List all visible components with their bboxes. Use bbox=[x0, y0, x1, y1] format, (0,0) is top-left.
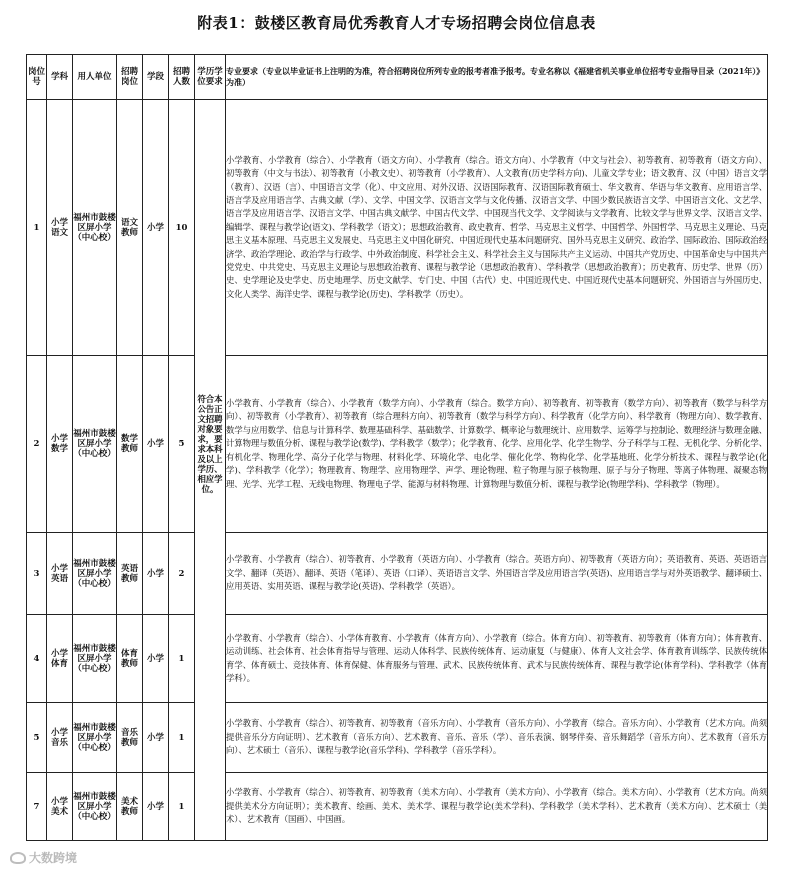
major-cell: 小学教育、小学教育（综合）、小学体育教育、小学教育（体育方向）、小学教育（综合。体育方向）、初等教育、初等教育（体育方向）；体育教育、运动训练、社会体育、社会体育指导与管理、运动人体科学、民族传统体育、运动康复（与健康）、体育人文社会学、体育教育训练学、民族传统体育学、体育硕士、竞技体育、体育保健、体育服务与管理、武术、民族传统体育、武术与民族传统体育、课程与教学论(体育学科)、学科教学（体育学科）。 bbox=[226, 615, 768, 703]
education-cell-top bbox=[195, 100, 226, 356]
major-cell: 小学教育、小学教育（综合）、初等教育、初等教育（美术方向）、小学教育（美术方向）、小学教育（综合。美术方向）、小学教育（艺术方向。尚须提供美术分方向证明）；美术教育、绘画、美术、美术学、课程与教学论(美术学科)、学科教学（美术学科）、艺术教育（美术方向）、艺术硕士（美术）、艺术教育（国画）、中国画。 bbox=[226, 773, 768, 841]
subject-cell: 小学语文 bbox=[47, 100, 73, 356]
job-cell: 英语教师 bbox=[117, 533, 143, 615]
header-education: 学历学位要求 bbox=[195, 55, 226, 100]
employer-cell: 福州市鼓楼区屏小学（中心校） bbox=[73, 533, 117, 615]
job-cell: 数学教师 bbox=[117, 356, 143, 533]
header-stage: 学段 bbox=[143, 55, 169, 100]
count-cell: 10 bbox=[169, 100, 195, 356]
table-row bbox=[27, 356, 768, 533]
watermark bbox=[10, 849, 77, 866]
major-cell: 小学教育、小学教育（综合）、初等教育、初等教育（音乐方向）、小学教育（音乐方向）、小学教育（综合。音乐方向）、小学教育（艺术方向。尚须提供音乐分方向证明）、艺术教育（音乐方向）、艺术教育、音乐、音乐（学）、音乐表演、钢琴伴奏、音乐舞蹈学（音乐方向）、艺术教育（音乐方向）、艺术硕士（音乐）、课程与教学论(音乐学科)、学科教学（音乐学科）。 bbox=[226, 703, 768, 773]
stage-cell: 小学 bbox=[143, 615, 169, 703]
watermark-text: 大数跨境 bbox=[29, 851, 78, 865]
count-cell: 1 bbox=[169, 615, 195, 703]
job-info-table bbox=[26, 54, 768, 841]
employer-cell: 福州市鼓楼区屏小学（中心校） bbox=[73, 773, 117, 841]
major-cell: 小学教育、小学教育（综合）、小学教育（语文方向）、小学教育（综合。语文方向）、小学教育（中文与社会）、初等教育、初等教育（语文方向）、初等教育（中文与书法）、初等教育（小教文史）、初等教育（小学教育）、人文教育(历史学科方向)、儿童文学专业；语文教育、汉（中国）语言文学（教育）、汉语（言）、中国语言文学（化）、中文应用、对外汉语、汉语国际教育、汉语国际教育硕士、华文教育、华语与华文教育、应用语言学、语言学及应用语言学、古典文献（学）、文学、中国文学、汉语言文学与文化传播、汉语言文学、中国少数民族语言文学、中国语言文化、文艺学、语言学及应用语言学、汉语言文学、中国古典文献学、中国古代文学、中国现当代文学、文学阅读与文学教育、比较文学与世界文学、汉语言文学、编辑学、课程与教学论(语文)、学科教学（语文）；思想政治教育、政史教育、哲学、马克思主义哲学、中国哲学、外国哲学、马克思主义理论、马克思主义基本原理、马克思主义发展史、马克思主义中国化研究、中国近现代史基本问题研究、国外马克思主义研究、政治学、国际政治、国际政治经济学、政治学理论、政治学与行政学、中外政治制度、科学社会主义、科学社会主义与国际共产主义运动、中国共产党历史、中国革命史与中国共产党党史、中共党史、马克思主义理论与思想政治教育、课程与教学论（思想政治教育）、学科教学（思想政治教育）；历史教育、历史学、世界（历）史、史学理论及史学史、历史地理学、历史文献学、专门史、中国（古代）史、中国近现代史、中国近现代史基本问题研究、外国语言与外国历史、文化人类学、海洋史学、课程与教学论(历史)、学科教学（历史）。 bbox=[226, 100, 768, 356]
position-code: 5 bbox=[27, 703, 47, 773]
education-cell-mid bbox=[195, 615, 226, 703]
subject-cell: 小学美术 bbox=[47, 773, 73, 841]
job-cell: 语文教师 bbox=[117, 100, 143, 356]
subject-cell: 小学体育 bbox=[47, 615, 73, 703]
education-cell-bottom bbox=[195, 773, 226, 841]
major-cell: 小学教育、小学教育（综合）、初等教育、小学教育（英语方向）、小学教育（综合。英语方向）、初等教育（英语方向）；英语教育、英语、英语语言文学、翻译（英语）、翻译、英语（笔译）、英语（口译）、英语语言文学、外国语言学及应用语言学(英语)、应用语言学与对外英语教学、翻译硕士、应用英语、实用英语、课程与教学论(英语)、学科教学（英语）。 bbox=[226, 533, 768, 615]
major-cell: 小学教育、小学教育（综合）、小学教育（数学方向）、小学教育（综合。数学方向）、初等教育、初等教育（数学方向）、初等教育（数学与科学方向）、初等教育（小学教育）、初等教育（综合理科方向）、初等教育（数学与科学方向）、科学教育（化学方向）、科学教育（物理方向）、数学教育、数学与应用数学、信息与计算科学、数理基础科学、基础数学、计算数学、概率论与数理统计、应用数学、运筹学与控制论、数理经济与数理金融、计算物理与数值分析、课程与教学论(数学)、学科教学（数学）；化学教育、化学、应用化学、化学生物学、分子科学与工程、无机化学、分析化学、有机化学、物理化学、高分子化学与物理、材料化学、环境化学、电化学、催化化学、物构化学、化学基地班、化学分析技术、课程与教学论(化学)、学科教学（化学）；物理教育、物理学、应用物理学、声学、理论物理、粒子物理与原子核物理、原子与分子物理、等离子体物理、凝聚态物理、光学、光学工程、无线电物理、物理电子学、能源与材料物理、计算物理与数值分析、课程与教学论(物理学科)、学科教学（物理）。 bbox=[226, 356, 768, 533]
job-cell: 美术教师 bbox=[117, 773, 143, 841]
header-row bbox=[27, 55, 768, 100]
count-cell: 2 bbox=[169, 533, 195, 615]
education-cell-mid bbox=[195, 533, 226, 615]
education-requirement-cell: 符合本公告正文招聘对象要求，要求本科及以上学历、相应学位。 bbox=[195, 356, 226, 533]
table-row bbox=[27, 773, 768, 841]
table-row bbox=[27, 703, 768, 773]
table-row bbox=[27, 533, 768, 615]
stage-cell: 小学 bbox=[143, 773, 169, 841]
header-subject: 学科 bbox=[47, 55, 73, 100]
position-code: 1 bbox=[27, 100, 47, 356]
stage-cell: 小学 bbox=[143, 356, 169, 533]
employer-cell: 福州市鼓楼区屏小学（中心校） bbox=[73, 100, 117, 356]
count-cell: 5 bbox=[169, 356, 195, 533]
job-cell: 体育教师 bbox=[117, 615, 143, 703]
table-row bbox=[27, 100, 768, 356]
subject-cell: 小学数学 bbox=[47, 356, 73, 533]
job-cell: 音乐教师 bbox=[117, 703, 143, 773]
position-code: 2 bbox=[27, 356, 47, 533]
header-count: 招聘人数 bbox=[169, 55, 195, 100]
stage-cell: 小学 bbox=[143, 533, 169, 615]
position-code: 4 bbox=[27, 615, 47, 703]
position-code: 3 bbox=[27, 533, 47, 615]
count-cell: 1 bbox=[169, 773, 195, 841]
header-job: 招聘岗位 bbox=[117, 55, 143, 100]
subject-cell: 小学英语 bbox=[47, 533, 73, 615]
employer-cell: 福州市鼓楼区屏小学（中心校） bbox=[73, 356, 117, 533]
subject-cell: 小学音乐 bbox=[47, 703, 73, 773]
page-title: 附表1：鼓楼区教育局优秀教育人才专场招聘会岗位信息表 bbox=[197, 14, 596, 32]
header-major: 专业要求（专业以毕业证书上注明的为准，符合招聘岗位所列专业的报考者准予报考。专业名称以《福建省机关事业单位招考专业指导目录（2021年）》为准） bbox=[226, 55, 768, 100]
employer-cell: 福州市鼓楼区屏小学（中心校） bbox=[73, 703, 117, 773]
dashuju-logo-icon bbox=[10, 852, 26, 864]
education-cell-mid bbox=[195, 703, 226, 773]
header-position-code: 岗位号 bbox=[27, 55, 47, 100]
table-row bbox=[27, 615, 768, 703]
header-employer: 用人单位 bbox=[73, 55, 117, 100]
stage-cell: 小学 bbox=[143, 703, 169, 773]
count-cell: 1 bbox=[169, 703, 195, 773]
employer-cell: 福州市鼓楼区屏小学（中心校） bbox=[73, 615, 117, 703]
stage-cell: 小学 bbox=[143, 100, 169, 356]
position-code: 7 bbox=[27, 773, 47, 841]
